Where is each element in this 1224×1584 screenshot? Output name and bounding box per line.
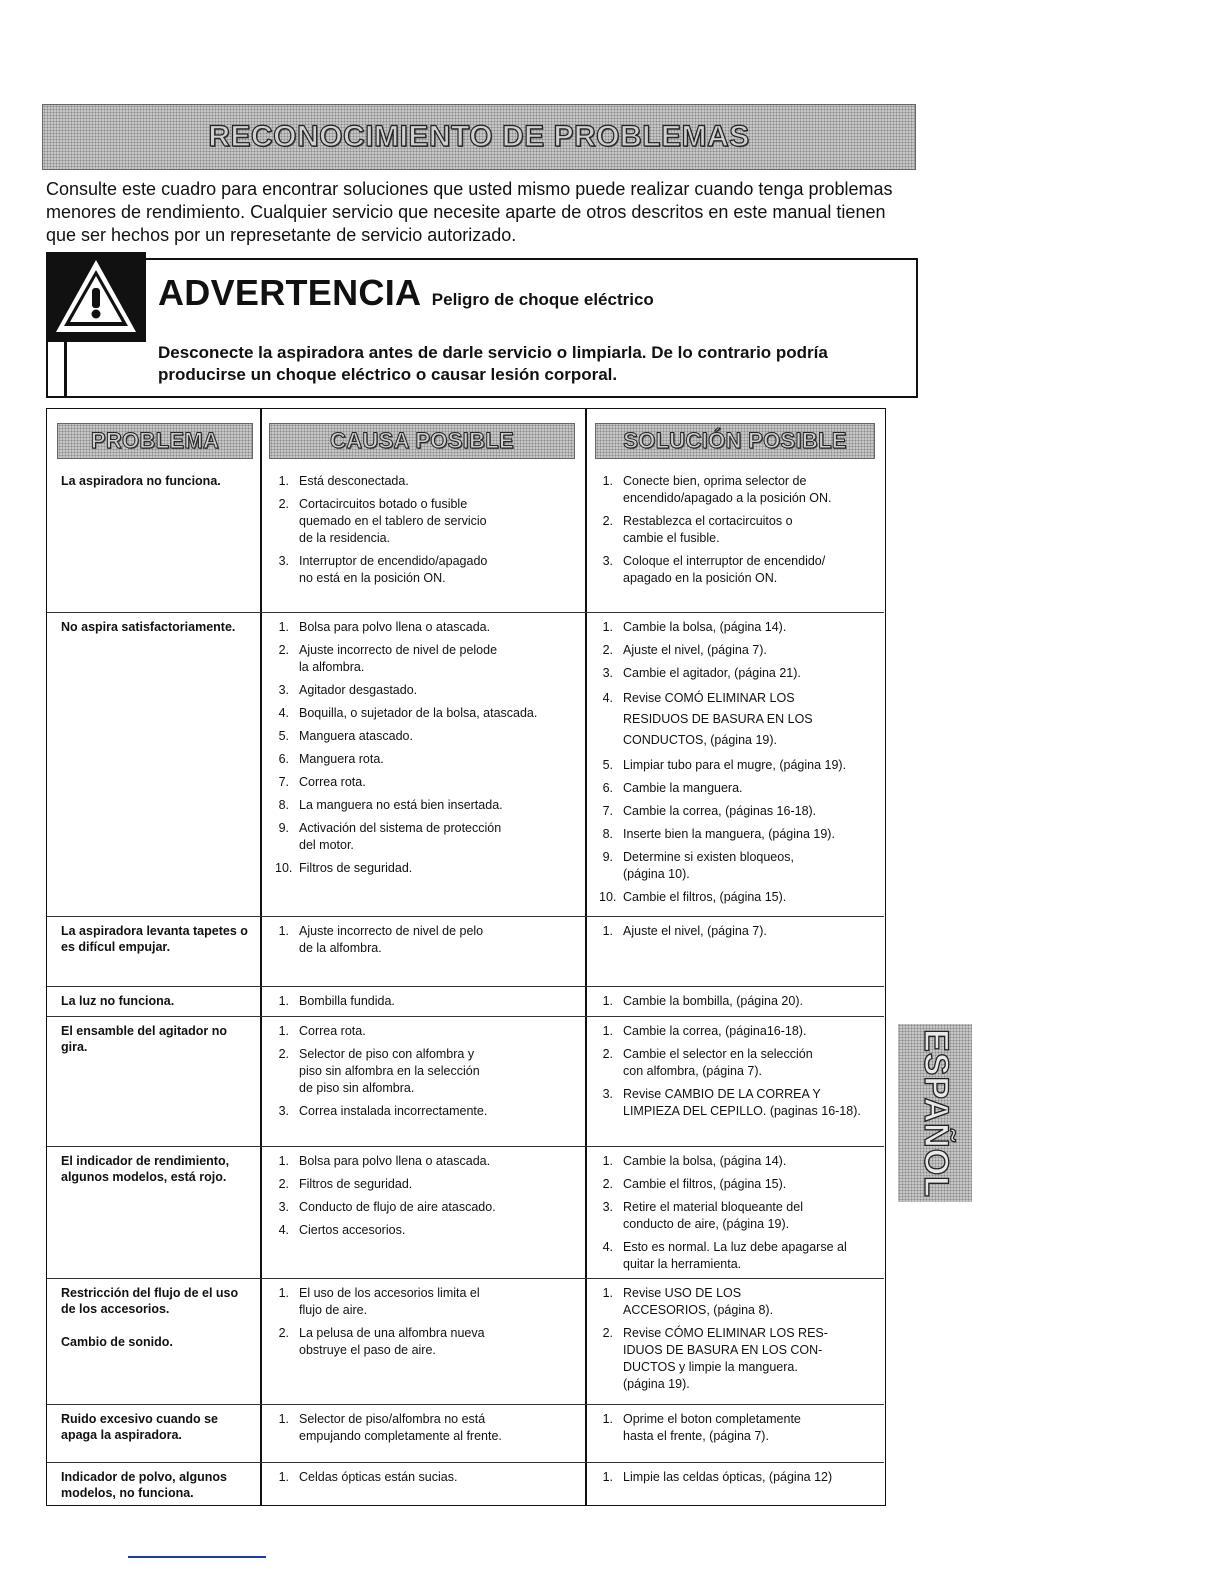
header-solution (595, 423, 875, 459)
solution-item (599, 513, 884, 547)
item-number: 1. (278, 994, 289, 1008)
item-text: Bolsa para polvo llena o atascada. (299, 620, 491, 634)
item-text: Ajuste el nivel, (página 7). (623, 924, 767, 938)
item-number: 3. (602, 554, 613, 568)
item-text: Revise COMÓ ELIMINAR LOS RESIDUOS DE BASURA EN LOS CONDUCTOS, (página 19). (623, 691, 813, 747)
solution-item (599, 826, 884, 843)
cause-item (275, 1199, 595, 1216)
solution-item (599, 780, 884, 797)
item-number: 6. (602, 781, 613, 795)
item-number: 3. (278, 683, 289, 697)
cause-item (275, 1469, 595, 1486)
item-number: 4. (602, 691, 613, 705)
item-number: 10. (599, 890, 617, 904)
solution-item (599, 1239, 884, 1273)
item-number: 1. (602, 1470, 613, 1484)
item-number: 7. (602, 804, 613, 818)
solution-item (599, 688, 884, 751)
problem-cell (61, 1411, 251, 1460)
solution-cell (599, 1411, 884, 1451)
item-number: 2. (278, 643, 289, 657)
cause-item (275, 1046, 595, 1097)
item-text: Revise USO DE LOS ACCESORIOS, (página 8). (623, 1286, 774, 1317)
solution-item (599, 1285, 884, 1319)
warning-title-word: ADVERTENCIA (158, 272, 422, 313)
item-text: Cortacircuitos botado o fusible quemado en el tablero de servicio de la residencia. (299, 497, 487, 545)
solution-item (599, 1325, 884, 1393)
item-number: 8. (278, 798, 289, 812)
cause-cell (275, 1153, 595, 1245)
cause-item (275, 1325, 595, 1359)
item-number: 3. (278, 1104, 289, 1118)
warning-box (46, 258, 918, 398)
item-text: Esto es normal. La luz debe apagarse al quitar la herramienta. (623, 1240, 847, 1271)
cause-item (275, 860, 595, 877)
cause-item (275, 682, 595, 699)
problem-cell (61, 619, 251, 652)
item-text: Conecte bien, oprima selector de encendido/apagado a la posición ON. (623, 474, 832, 505)
solution-item (599, 1199, 884, 1233)
problem-text: La luz no funciona. (61, 994, 175, 1008)
cause-item (275, 642, 595, 676)
item-number: 1. (602, 994, 613, 1008)
cause-item (275, 1023, 595, 1040)
item-text: Ciertos accesorios. (299, 1223, 406, 1237)
item-number: 7. (278, 775, 289, 789)
solution-item (599, 923, 884, 940)
warning-body: Desconecte la aspiradora antes de darle servicio o limpiarla. De lo contrario podría producirse un choque eléctrico o causar lesión corporal. (158, 343, 828, 384)
item-number: 2. (602, 514, 613, 528)
header-problem-label: PROBLEMA (90, 428, 220, 453)
cause-cell (275, 619, 595, 883)
warning-stem (64, 340, 67, 398)
solution-item (599, 849, 884, 883)
cause-cell (275, 1469, 595, 1492)
cause-cell (275, 1023, 595, 1126)
item-text: Cambie el agitador, (página 21). (623, 666, 801, 680)
item-text: Correa rota. (299, 1024, 366, 1038)
cause-cell (275, 473, 595, 593)
item-text: Retire el material bloqueante del conducto de aire, (página 19). (623, 1200, 803, 1231)
footer-rule (128, 1556, 266, 1558)
problem-text: Restricción del flujo de el uso de los accesorios. (61, 1286, 239, 1316)
warning-subtitle: Peligro de choque eléctrico (431, 290, 654, 309)
item-number: 8. (602, 827, 613, 841)
item-text: Filtros de seguridad. (299, 1177, 413, 1191)
item-text: Oprime el boton completamente hasta el frente, (página 7). (623, 1412, 801, 1443)
item-number: 4. (278, 706, 289, 720)
solution-cell (599, 1023, 884, 1126)
cause-item (275, 1176, 595, 1193)
item-text: El uso de los accesorios limita el flujo de aire. (299, 1286, 480, 1317)
item-text: Selector de piso/alfombra no está empujando completamente al frente. (299, 1412, 502, 1443)
item-text: Boquilla, o sujetador de la bolsa, atascada. (299, 706, 538, 720)
item-text: Correa instalada incorrectamente. (299, 1104, 488, 1118)
item-number: 2. (278, 1326, 289, 1340)
item-number: 3. (602, 666, 613, 680)
solution-item (599, 889, 884, 906)
item-number: 1. (278, 1412, 289, 1426)
problem-cell (61, 1285, 251, 1367)
item-number: 2. (602, 1177, 613, 1191)
warning-triangle-icon (52, 256, 140, 336)
solution-cell (599, 1285, 884, 1399)
solution-item (599, 1023, 884, 1040)
cause-item (275, 820, 595, 854)
item-number: 5. (602, 758, 613, 772)
item-number: 1. (278, 1024, 289, 1038)
solution-item (599, 1046, 884, 1080)
problem-cell (61, 1153, 251, 1202)
header-solution-label: SOLUCIÓN POSIBLE (623, 428, 847, 453)
solution-cell (599, 1469, 884, 1492)
item-text: Ajuste el nivel, (página 7). (623, 643, 767, 657)
item-text: Limpie las celdas ópticas, (página 12) (623, 1470, 833, 1484)
item-number: 2. (602, 643, 613, 657)
solution-cell (599, 923, 884, 946)
warning-icon-block (46, 252, 146, 342)
solution-cell (599, 473, 884, 593)
item-text: Conducto de flujo de aire atascado. (299, 1200, 496, 1214)
table-row (47, 987, 884, 1017)
item-number: 2. (278, 497, 289, 511)
header-cause (269, 423, 575, 459)
cause-item (275, 473, 595, 490)
item-text: Manguera rota. (299, 752, 384, 766)
item-text: Celdas ópticas están sucias. (299, 1470, 458, 1484)
table-row (47, 1463, 884, 1505)
item-text: Cambie el filtros, (página 15). (623, 1177, 787, 1191)
item-text: Cambie la bolsa, (página 14). (623, 1154, 787, 1168)
table-row (47, 467, 884, 613)
item-text: Inserte bien la manguera, (página 19). (623, 827, 835, 841)
cause-item (275, 1411, 595, 1445)
table-row (47, 1405, 884, 1463)
solution-item (599, 1411, 884, 1445)
problem-cell (61, 923, 251, 972)
item-number: 4. (602, 1240, 613, 1254)
problem-text: La aspiradora no funciona. (61, 474, 221, 488)
item-number: 1. (602, 1412, 613, 1426)
cause-item (275, 1153, 595, 1170)
cause-item (275, 774, 595, 791)
solution-item (599, 665, 884, 682)
cause-item (275, 1222, 595, 1239)
item-number: 2. (278, 1047, 289, 1061)
item-text: Cambie el selector en la selección con alfombra, (página 7). (623, 1047, 813, 1078)
item-number: 3. (278, 1200, 289, 1214)
item-text: Ajuste incorrecto de nivel de pelo de la alfombra. (299, 924, 484, 955)
cause-item (275, 751, 595, 768)
item-number: 1. (602, 474, 613, 488)
item-number: 9. (602, 850, 613, 864)
item-number: 10. (275, 861, 293, 875)
problem-text: Indicador de polvo, algunos modelos, no funciona. (61, 1470, 227, 1500)
item-text: Agitador desgastado. (299, 683, 418, 697)
solution-item (599, 1176, 884, 1193)
cause-item (275, 705, 595, 722)
item-text: Revise CAMBIO DE LA CORREA Y LIMPIEZA DEL CEPILLO. (paginas 16-18). (623, 1087, 861, 1118)
item-number: 1. (602, 620, 613, 634)
item-text: Cambie la correa, (página16-18). (623, 1024, 807, 1038)
cause-cell (275, 1285, 595, 1365)
table-row (47, 1017, 884, 1147)
cause-item (275, 797, 595, 814)
item-number: 5. (278, 729, 289, 743)
table-row (47, 1147, 884, 1279)
item-number: 6. (278, 752, 289, 766)
item-text: Activación del sistema de protección del motor. (299, 821, 502, 852)
item-number: 1. (278, 474, 289, 488)
item-text: Restablezca el cortacircuitos o cambie el fusible. (623, 514, 793, 545)
solution-item (599, 619, 884, 636)
item-text: Cambie la correa, (páginas 16-18). (623, 804, 817, 818)
language-tab-label: ESPAÑOL (916, 1028, 955, 1198)
item-number: 2. (278, 1177, 289, 1191)
cause-item (275, 728, 595, 745)
item-text: La manguera no está bien insertada. (299, 798, 503, 812)
item-text: Cambie el filtros, (página 15). (623, 890, 787, 904)
problem-text: La aspiradora levanta tapetes o es difícul empujar. (61, 924, 248, 954)
item-number: 1. (602, 1286, 613, 1300)
problem-text: Cambio de sonido. (61, 1335, 173, 1349)
solution-item (599, 553, 884, 587)
cause-item (275, 923, 595, 957)
warning-title (158, 272, 654, 314)
item-number: 1. (278, 924, 289, 938)
solution-item (599, 757, 884, 774)
item-text: Filtros de seguridad. (299, 861, 413, 875)
cause-item (275, 993, 595, 1010)
item-text: La pelusa de una alfombra nueva obstruye el paso de aire. (299, 1326, 485, 1357)
section-banner (42, 104, 916, 170)
item-text: Coloque el interruptor de encendido/ apagado en la posición ON. (623, 554, 826, 585)
solution-item (599, 473, 884, 507)
item-text: Limpiar tubo para el mugre, (página 19). (623, 758, 847, 772)
item-number: 1. (278, 1286, 289, 1300)
item-text: Está desconectada. (299, 474, 409, 488)
problem-cell (61, 473, 251, 506)
solution-cell (599, 1153, 884, 1279)
item-text: Cambie la manguera. (623, 781, 743, 795)
item-number: 2. (602, 1326, 613, 1340)
item-number: 2. (602, 1047, 613, 1061)
item-text: Determine si existen bloqueos, (página 10). (623, 850, 794, 881)
cause-cell (275, 993, 595, 1016)
problem-text: No aspira satisfactoriamente. (61, 620, 236, 634)
table-row (47, 613, 884, 917)
cause-item (275, 553, 595, 587)
solution-item (599, 642, 884, 659)
item-number: 3. (602, 1200, 613, 1214)
problem-text: El indicador de rendimiento, algunos modelos, está rojo. (61, 1154, 230, 1184)
item-number: 4. (278, 1223, 289, 1237)
item-number: 1. (278, 1470, 289, 1484)
item-number: 9. (278, 821, 289, 835)
item-text: Interruptor de encendido/apagado no está en la posición ON. (299, 554, 488, 585)
problem-cell (61, 1023, 251, 1072)
item-text: Correa rota. (299, 775, 366, 789)
item-text: Bolsa para polvo llena o atascada. (299, 1154, 491, 1168)
table-row (47, 1279, 884, 1405)
item-number: 3. (278, 554, 289, 568)
troubleshooting-table (46, 408, 886, 1506)
solution-item (599, 803, 884, 820)
item-text: Manguera atascado. (299, 729, 413, 743)
intro-paragraph: Consulte este cuadro para encontrar soluciones que usted mismo puede realizar cuando tenga problemas menores de rendimiento. Cualquier servicio que necesite aparte de otros descritos en este manual tienen que ser hechos por un represetante de servicio autorizado. (46, 179, 893, 245)
item-number: 1. (278, 620, 289, 634)
item-text: Bombilla fundida. (299, 994, 395, 1008)
problem-text: Ruido excesivo cuando se apaga la aspiradora. (61, 1412, 218, 1442)
problem-text: El ensamble del agitador no gira. (61, 1024, 228, 1054)
item-number: 1. (278, 1154, 289, 1168)
solution-item (599, 993, 884, 1010)
problem-cell (61, 1469, 251, 1518)
item-number: 1. (602, 1154, 613, 1168)
cause-cell (275, 923, 595, 963)
language-tab (898, 1024, 972, 1202)
header-cause-label: CAUSA POSIBLE (330, 428, 514, 453)
item-text: Revise CÓMO ELIMINAR LOS RES- IDUOS DE BASURA EN LOS CON- DUCTOS y limpie la manguera. (página 19). (623, 1326, 828, 1391)
cause-cell (275, 1411, 595, 1451)
solution-item (599, 1469, 884, 1486)
section-title: RECONOCIMIENTO DE PROBLEMAS (208, 120, 750, 153)
item-text: Cambie la bombilla, (página 20). (623, 994, 803, 1008)
solution-item (599, 1153, 884, 1170)
item-number: 1. (602, 1024, 613, 1038)
solution-cell (599, 993, 884, 1016)
header-problem (57, 423, 253, 459)
solution-cell (599, 619, 884, 912)
solution-item (599, 1086, 884, 1120)
cause-item (275, 1285, 595, 1319)
item-text: Cambie la bolsa, (página 14). (623, 620, 787, 634)
item-text: Selector de piso con alfombra y piso sin alfombra en la selección de piso sin alfombra. (299, 1047, 480, 1095)
cause-item (275, 1103, 595, 1120)
item-number: 1. (602, 924, 613, 938)
cause-item (275, 496, 595, 547)
table-row (47, 917, 884, 987)
item-number: 3. (602, 1087, 613, 1101)
cause-item (275, 619, 595, 636)
item-text: Ajuste incorrecto de nivel de pelode la alfombra. (299, 643, 498, 674)
